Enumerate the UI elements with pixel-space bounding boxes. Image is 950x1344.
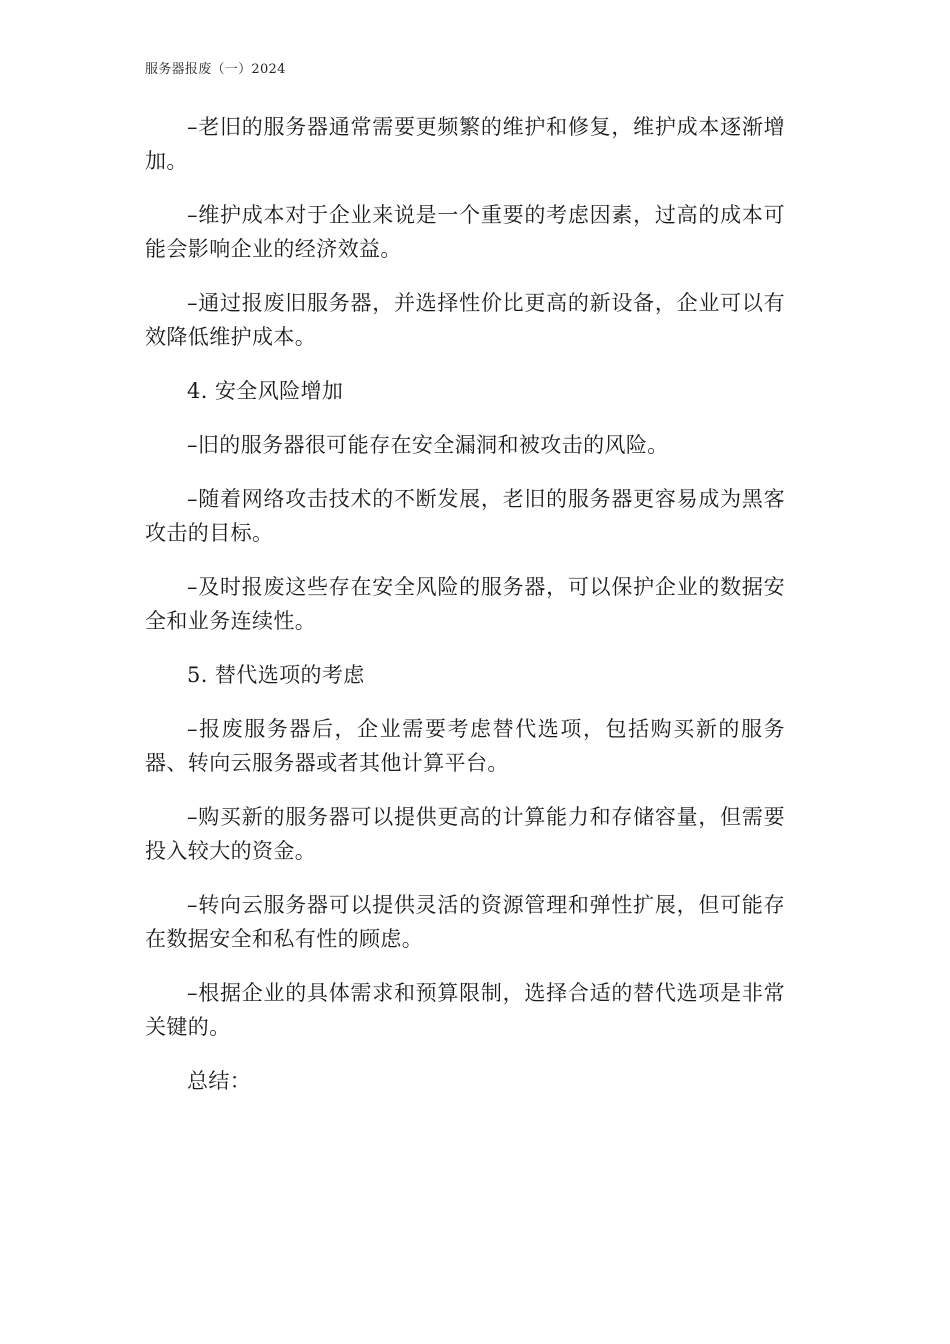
paragraph-security-vulnerabilities: –旧的服务器很可能存在安全漏洞和被攻击的风险。 [187,433,669,457]
running-header: 服务器报废（一）2024 [145,62,286,77]
paragraph-maintenance-cost-factor: –维护成本对于企业来说是一个重要的考虑因素，过高的成本可能会影响企业的经济效益。 [145,203,785,261]
summary-heading: 总结： [187,1069,252,1093]
body-text [145,110,785,1118]
section-heading-security-risk: 4. 安全风险增加 [187,379,344,403]
section-heading-alternatives: 5. 替代选项的考虑 [187,663,365,687]
paragraph-protect-data: –及时报废这些存在安全风险的服务器，可以保护企业的数据安全和业务连续性。 [145,575,785,633]
paragraph-cloud-server: –转向云服务器可以提供灵活的资源管理和弹性扩展，但可能存在数据安全和私有性的顾虑。 [145,893,785,951]
paragraph-maintenance-cost-rising: –老旧的服务器通常需要更频繁的维护和修复，维护成本逐渐增加。 [145,115,785,173]
paragraph-buy-new-server: –购买新的服务器可以提供更高的计算能力和存储容量，但需要投入较大的资金。 [145,805,785,863]
paragraph-reduce-maintenance-cost: –通过报废旧服务器，并选择性价比更高的新设备，企业可以有效降低维护成本。 [145,291,785,349]
paragraph-alternative-options: –报废服务器后，企业需要考虑替代选项，包括购买新的服务器、转向云服务器或者其他计算平台。 [145,717,785,775]
paragraph-attack-target: –随着网络攻击技术的不断发展，老旧的服务器更容易成为黑客攻击的目标。 [145,487,785,545]
paragraph-choose-option: –根据企业的具体需求和预算限制，选择合适的替代选项是非常关键的。 [145,981,785,1039]
